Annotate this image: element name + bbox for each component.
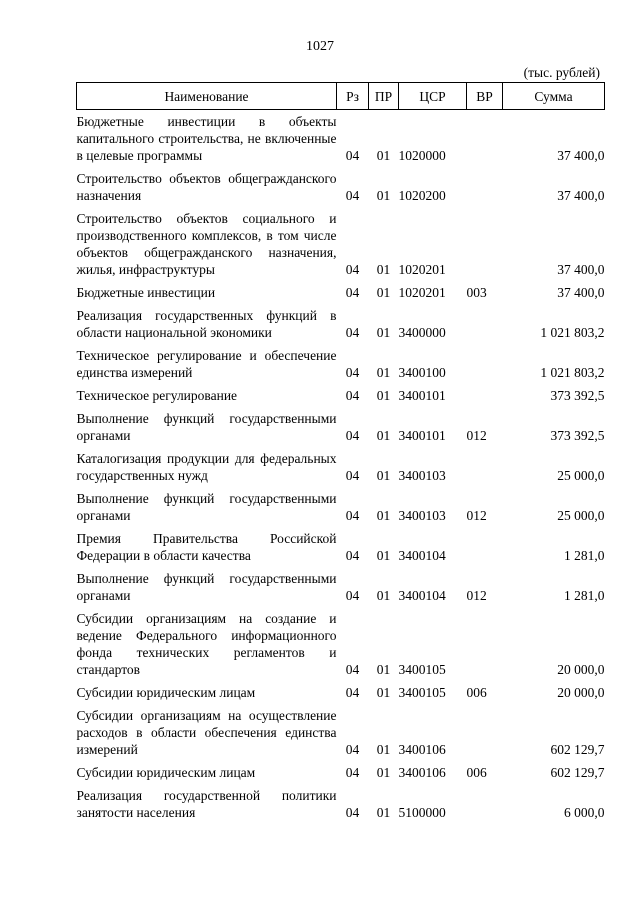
table-row	[77, 207, 605, 281]
cell-vr: 003	[466, 285, 487, 300]
cell-name: Техническое регулирование	[76, 388, 238, 403]
cell-sum: 602 129,7	[550, 742, 605, 757]
cell-csr: 3400103	[398, 508, 446, 523]
cell-sum: 37 400,0	[557, 262, 605, 277]
table-row	[77, 407, 605, 447]
cell-name: Строительство объектов общегражданского назначения	[76, 171, 337, 203]
cell-rz: 04	[345, 325, 360, 340]
cell-csr: 3400101	[398, 388, 446, 403]
cell-vr	[467, 304, 503, 344]
cell-pr: 01	[376, 588, 391, 603]
cell-csr: 3400105	[398, 685, 446, 700]
cell-csr: 1020000	[398, 148, 446, 163]
cell-sum: 1 281,0	[564, 548, 605, 563]
header-rz: Рз	[337, 83, 369, 110]
table-row	[77, 167, 605, 207]
cell-sum: 37 400,0	[557, 148, 605, 163]
units-note: (тыс. рублей)	[523, 65, 600, 80]
cell-name: Выполнение функций государственными органами	[76, 411, 337, 443]
table-row	[77, 281, 605, 304]
cell-pr: 01	[376, 262, 391, 277]
cell-name: Строительство объектов социального и производственного комплексов, в том числе объектов общегражданского назначения, жилья, инфраструктуры	[76, 211, 337, 277]
cell-pr: 01	[376, 685, 391, 700]
cell-name: Выполнение функций государственными органами	[76, 491, 337, 523]
cell-rz: 04	[345, 428, 360, 443]
table-row	[77, 567, 605, 607]
cell-sum: 25 000,0	[557, 508, 605, 523]
cell-csr: 1020200	[398, 188, 446, 203]
cell-sum: 1 021 803,2	[540, 325, 605, 340]
cell-name: Бюджетные инвестиции в объекты капитального строительства, не включенные в целевые программы	[76, 114, 337, 163]
cell-pr: 01	[376, 742, 391, 757]
cell-rz: 04	[345, 388, 360, 403]
cell-vr	[467, 207, 503, 281]
table-row	[77, 344, 605, 384]
table-row	[77, 784, 605, 824]
cell-name: Выполнение функций государственными органами	[76, 571, 337, 603]
table-row	[77, 487, 605, 527]
cell-pr: 01	[376, 148, 391, 163]
table-row	[77, 681, 605, 704]
cell-pr: 01	[376, 325, 391, 340]
cell-vr	[467, 607, 503, 681]
cell-pr: 01	[376, 765, 391, 780]
cell-sum: 1 021 803,2	[540, 365, 605, 380]
cell-name: Реализация государственной политики занятости населения	[76, 788, 337, 820]
cell-csr: 3400104	[398, 548, 446, 563]
cell-name: Субсидии юридическим лицам	[76, 685, 256, 700]
cell-rz: 04	[345, 742, 360, 757]
table-row	[77, 527, 605, 567]
cell-name: Субсидии организациям на осуществление расходов в области обеспечения единства измерений	[76, 708, 337, 757]
table-row	[77, 447, 605, 487]
cell-csr: 3400103	[398, 468, 446, 483]
cell-csr: 3400100	[398, 365, 446, 380]
cell-pr: 01	[376, 188, 391, 203]
cell-sum: 373 392,5	[550, 388, 605, 403]
cell-name: Премия Правительства Российской Федерации в области качества	[76, 531, 337, 563]
cell-sum: 6 000,0	[564, 805, 605, 820]
cell-rz: 04	[345, 588, 360, 603]
cell-vr: 012	[466, 508, 487, 523]
cell-rz: 04	[345, 148, 360, 163]
table-row	[77, 761, 605, 784]
header-pr: ПР	[369, 83, 399, 110]
table-row	[77, 607, 605, 681]
cell-vr	[467, 704, 503, 761]
header-vr: ВР	[467, 83, 503, 110]
cell-csr: 1020201	[398, 262, 446, 277]
cell-vr	[467, 344, 503, 384]
header-name: Наименование	[77, 83, 337, 110]
cell-pr: 01	[376, 365, 391, 380]
cell-csr: 3400105	[398, 662, 446, 677]
cell-pr: 01	[376, 805, 391, 820]
cell-name: Субсидии юридическим лицам	[76, 765, 256, 780]
budget-table	[76, 82, 605, 824]
table-row	[77, 110, 605, 168]
cell-name: Реализация государственных функций в области национальной экономики	[76, 308, 337, 340]
cell-pr: 01	[376, 548, 391, 563]
cell-name: Каталогизация продукции для федеральных государственных нужд	[76, 451, 337, 483]
cell-sum: 602 129,7	[550, 765, 605, 780]
cell-rz: 04	[345, 765, 360, 780]
cell-name: Субсидии организациям на создание и ведение Федерального информационного фонда технических регламентов и стандартов	[76, 611, 337, 677]
cell-rz: 04	[345, 188, 360, 203]
cell-vr	[467, 527, 503, 567]
table-body	[77, 110, 605, 825]
cell-csr: 3400000	[398, 325, 446, 340]
cell-csr: 3400101	[398, 428, 446, 443]
table-row	[77, 384, 605, 407]
cell-vr	[467, 384, 503, 407]
cell-sum: 37 400,0	[557, 285, 605, 300]
cell-vr	[467, 447, 503, 487]
cell-csr: 1020201	[398, 285, 446, 300]
cell-rz: 04	[345, 285, 360, 300]
table-row	[77, 304, 605, 344]
cell-rz: 04	[345, 685, 360, 700]
cell-vr: 006	[466, 765, 487, 780]
cell-rz: 04	[345, 468, 360, 483]
cell-name: Техническое регулирование и обеспечение единства измерений	[76, 348, 337, 380]
cell-sum: 25 000,0	[557, 468, 605, 483]
cell-rz: 04	[345, 262, 360, 277]
header-sum: Сумма	[503, 83, 605, 110]
table-header	[77, 83, 605, 110]
cell-rz: 04	[345, 365, 360, 380]
cell-name: Бюджетные инвестиции	[76, 285, 216, 300]
cell-sum: 373 392,5	[550, 428, 605, 443]
cell-sum: 37 400,0	[557, 188, 605, 203]
header-csr: ЦСР	[399, 83, 467, 110]
cell-pr: 01	[376, 508, 391, 523]
cell-vr	[467, 110, 503, 168]
cell-csr: 3400106	[398, 742, 446, 757]
cell-vr: 006	[466, 685, 487, 700]
cell-sum: 1 281,0	[564, 588, 605, 603]
cell-sum: 20 000,0	[557, 685, 605, 700]
cell-rz: 04	[345, 805, 360, 820]
cell-pr: 01	[376, 468, 391, 483]
cell-pr: 01	[376, 388, 391, 403]
cell-rz: 04	[345, 508, 360, 523]
cell-rz: 04	[345, 548, 360, 563]
cell-csr: 5100000	[398, 805, 446, 820]
cell-csr: 3400104	[398, 588, 446, 603]
cell-pr: 01	[376, 662, 391, 677]
cell-pr: 01	[376, 428, 391, 443]
cell-pr: 01	[376, 285, 391, 300]
cell-vr	[467, 167, 503, 207]
cell-sum: 20 000,0	[557, 662, 605, 677]
cell-vr: 012	[466, 588, 487, 603]
page-number: 1027	[306, 39, 334, 54]
cell-rz: 04	[345, 662, 360, 677]
table-row	[77, 704, 605, 761]
cell-vr	[467, 784, 503, 824]
cell-csr: 3400106	[398, 765, 446, 780]
cell-vr: 012	[466, 428, 487, 443]
